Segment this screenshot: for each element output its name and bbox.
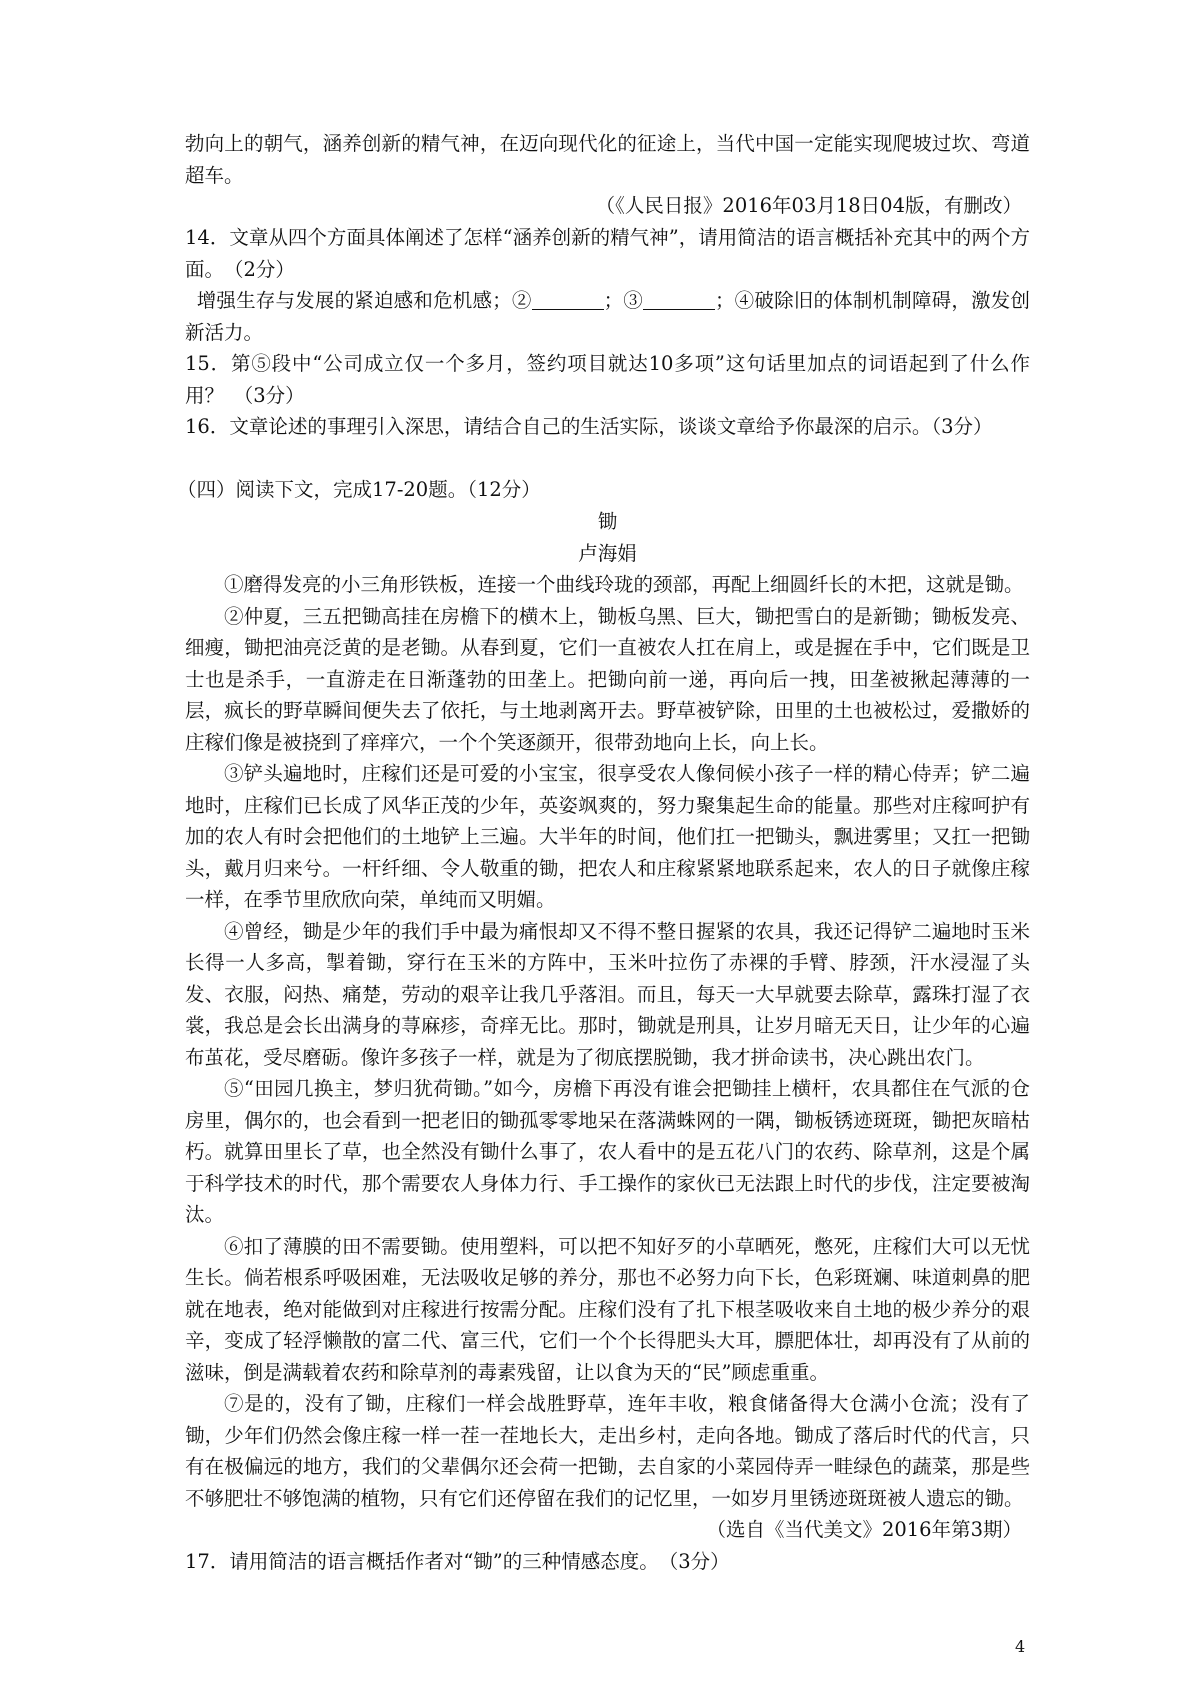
section-4-heading: （四）阅读下文，完成17-20题。（12分） <box>177 478 541 501</box>
answer-blank-3[interactable] <box>643 290 715 311</box>
q14-answer-part-c: ；④破除旧的体制机制障碍，激发创新活力。 <box>185 289 1030 344</box>
q14-stem-part-b: ，请用简洁的语言概括补充其中的两个方面。 （2分） <box>185 226 1030 281</box>
article-paragraph-3: ③铲头遍地时，庄稼们还是可爱的小宝宝，很享受农人像伺候小孩子一样的精心侍弄；铲二遍地时，庄稼们已长成了风华正茂的少年，英姿飒爽的，努力聚集起生命的能量。那些对庄稼呵护有加的农人有时会把他们的土地铲上三遍。大半年的时间，他们扛一把锄头，飘进雾里；又扛一把锄头，戴月归来兮。一杆纤细、令人敬重的锄，把农人和庄稼紧紧地联系起来，农人的日子就像庄稼一样，在季节里欣欣向荣，单纯而又明媚。 <box>185 762 1030 911</box>
article-paragraph-6: ⑥扣了薄膜的田不需要锄。使用塑料，可以把不知好歹的小草晒死，憋死，庄稼们大可以无忧生长。倘若根系呼吸困难，无法吸收足够的养分，那也不必努力向下长，色彩斑斓、味道刺鼻的肥就在地表，绝对能做到对庄稼进行按需分配。庄稼们没有了扎下根茎吸收来自土地的极少养分的艰辛，变成了轻浮懒散的富二代、富三代，它们一个个长得肥头大耳，膘肥体壮，却再没有了从前的滋味，倒是满载着农药和除草剂的毒素残留，让以食为天的“民”顾虑重重。 <box>185 1234 1030 1384</box>
article-block <box>185 506 1030 1577</box>
q14-answer-part-a: 增强生存与发展的紧迫感和危机感；② <box>196 289 532 312</box>
article-paragraph-2: ②仲夏，三五把锄高挂在房檐下的横木上，锄板乌黑、巨大，锄把雪白的是新锄；锄板发亮、细瘦，锄把油亮泛黄的是老锄。从春到夏，它们一直被农人扛在肩上，或是握在手中，它们既是卫士也是杀手，一直游走在日渐蓬勃的田垄上。把锄向前一递，再向后一拽，田垄被揪起薄薄的一层，疯长的野草瞬间便失去了依托，与土地剥离开去。野草被铲除，田里的土也被松过，爱撒娇的庄稼们像是被挠到了痒痒穴，一个个笑逐颜开，很带劲地向上长，向上长。 <box>185 604 1030 754</box>
top-paragraph: 勃向上的朝气，涵养创新的精气神，在迈向现代化的征途上，当代中国一定能实现爬坡过坎、弯道超车。 <box>185 132 1030 187</box>
top-paragraph-block <box>185 128 1030 191</box>
q14-stem-quote: “涵养创新的精气神” <box>502 226 679 249</box>
article-title: 锄 <box>597 510 618 533</box>
q14-stem <box>185 222 1030 285</box>
question-15 <box>185 348 1030 411</box>
q16-text: 16．文章论述的事理引入深思，请结合自己的生活实际，谈谈文章给予你最深的启示。（3分） <box>185 415 993 438</box>
article-source: （选自《当代美文》2016年第3期） <box>706 1518 1022 1541</box>
answer-blank-2[interactable] <box>532 290 604 311</box>
article-paragraph-7: ⑦是的，没有了锄，庄稼们一样会战胜野草，连年丰收，粮食储备得大仓满小仓流；没有了锄，少年们仍然会像庄稼一样一茬一茬地长大，走出乡村，走向各地。锄成了落后时代的代言，只有在极偏远的地方，我们的父辈偶尔还会荷一把锄，去自家的小菜园侍弄一畦绿色的蔬菜，那是些不够肥壮不够饱满的植物，只有它们还停留在我们的记忆里，一如岁月里锈迹斑斑被人遗忘的锄。 <box>185 1392 1030 1510</box>
question-16 <box>185 411 1030 443</box>
q15-text: 15．第⑤段中“公司成立仅一个多月，签约项目就达10多项”这句话里加点的词语起到了什么作用？ （3分） <box>185 352 1030 407</box>
article-paragraph-5: ⑤“田园几换主，梦归犹荷锄。”如今，房檐下再没有谁会把锄挂上横杆，农具都住在气派的仓房里，偶尔的，也会看到一把老旧的锄孤零零地呆在落满蛛网的一隅，锄板锈迹斑斑，锄把灰暗枯朽。就算田里长了草，也全然没有锄什么事了，农人看中的是五花八门的农药、除草剂，这是个属于科学技术的时代，那个需要农人身体力行、手工操作的家伙已无法跟上时代的步伐，注定要被淘汰。 <box>185 1077 1030 1226</box>
section-4-heading-block <box>177 474 1030 506</box>
question-17: 17．请用简洁的语言概括作者对“锄”的三种情感态度。 （3分） <box>185 1549 730 1573</box>
q14-answer-part-b: ；③ <box>603 289 643 312</box>
source-citation: （《人民日报》2016年03月18日04版，有删改） <box>595 194 1022 217</box>
page-number: 4 <box>1015 1637 1026 1656</box>
source-citation-block <box>185 190 1030 222</box>
article-author: 卢海娟 <box>578 541 637 565</box>
q14-answer <box>185 285 1030 348</box>
q14-stem-part-a: 14．文章从四个方面具体阐述了怎样 <box>185 226 503 249</box>
article-paragraph-1: ①磨得发亮的小三角形铁板，连接一个曲线玲珑的颈部，再配上细圆纤长的木把，这就是锄。 <box>224 573 1024 596</box>
question-14 <box>185 222 1030 348</box>
article-paragraph-4: ④曾经，锄是少年的我们手中最为痛恨却又不得不整日握紧的农具，我还记得铲二遍地时玉米长得一人多高，掣着锄，穿行在玉米的方阵中，玉米叶拉伤了赤裸的手臂、脖颈，汗水浸湿了头发、衣服，闷热、痛楚，劳动的艰辛让我几乎落泪。而且，每天一大早就要去除草，露珠打湿了衣裳，我总是会长出满身的荨麻疹，奇痒无比。那时，锄就是刑具，让岁月暗无天日，让少年的心遍布茧花，受尽磨砺。像许多孩子一样，就是为了彻底摆脱锄，我才拼命读书，决心跳出农门。 <box>185 919 1030 1069</box>
